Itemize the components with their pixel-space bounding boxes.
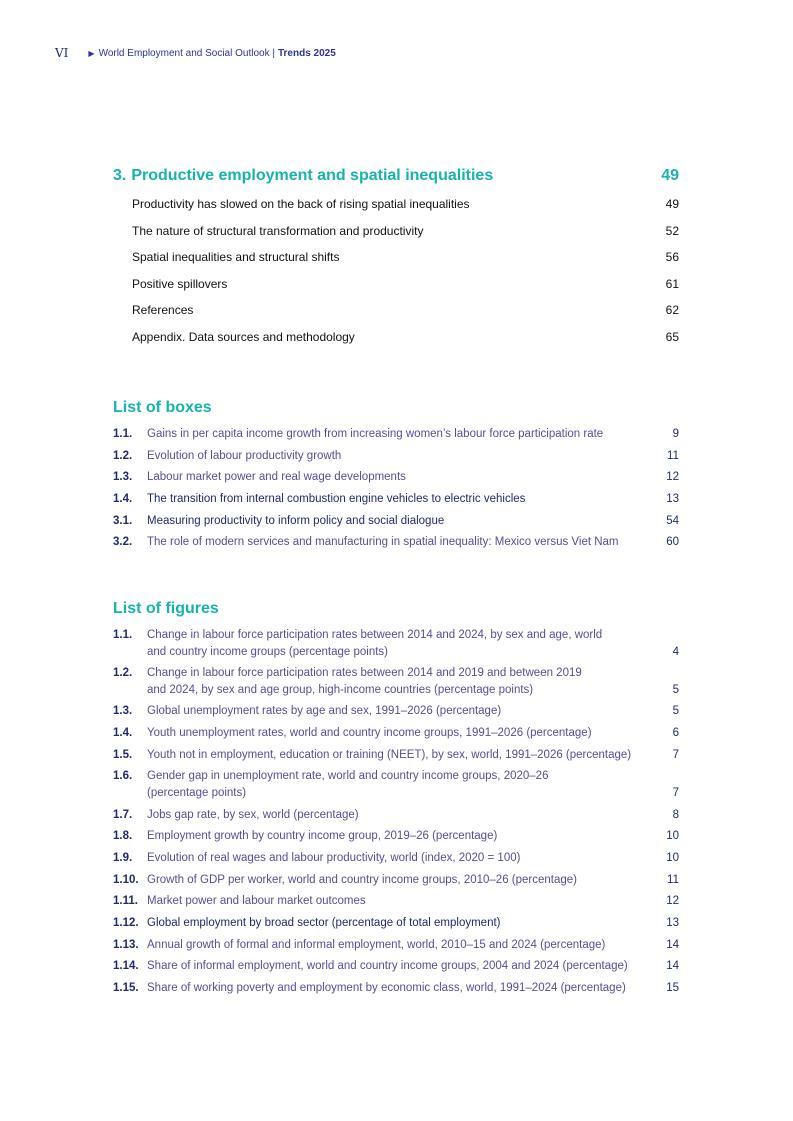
chapter-number: 3. (113, 167, 127, 184)
box-page: 54 (666, 514, 679, 527)
figure-page: 8 (672, 808, 679, 821)
section-title: Positive spillovers (132, 276, 228, 291)
spacer (577, 768, 645, 801)
figure-page: 13 (666, 917, 679, 930)
figure-list-item[interactable] (113, 725, 679, 742)
figure-title: Share of informal employment, world and country income groups, 2004 and 2024 (percentage) (147, 960, 628, 973)
running-header (55, 46, 336, 60)
figure-title: Share of working poverty and employment by economic class, world, 1991–2024 (percentage) (147, 982, 626, 995)
figure-list-item[interactable] (113, 747, 679, 764)
figure-title: Youth not in employment, education or training (NEET), by sex, world, 1991–2026 (percentage) (147, 748, 632, 761)
box-title: Gains in per capita income growth from increasing women’s labour force participation rate (147, 428, 604, 440)
section-title: References (132, 303, 194, 318)
figure-title: Global unemployment rates by age and sex, 1991–2026 (percentage) (147, 705, 502, 718)
figure-number: 1.1. (113, 629, 133, 641)
figure-title: Jobs gap rate, by sex, world (percentage) (147, 808, 359, 821)
figures-list (113, 627, 679, 1002)
box-title: The transition from internal combustion engine vehicles to electric vehicles (147, 493, 526, 506)
figure-number: 1.9. (113, 852, 133, 864)
box-number: 3.2. (113, 536, 133, 549)
box-page: 9 (672, 428, 679, 440)
figure-page: 14 (666, 938, 679, 951)
box-page: 13 (666, 493, 679, 506)
section-page: 62 (665, 303, 679, 318)
figure-list-item[interactable] (113, 893, 679, 910)
toc-section[interactable] (132, 249, 679, 265)
figure-title: Annual growth of formal and informal employment, world, 2010–15 and 2024 (percentage) (147, 938, 606, 951)
toc-section[interactable] (132, 302, 679, 318)
figure-page: 12 (666, 895, 679, 908)
figure-page: 4 (672, 645, 679, 658)
figure-page: 6 (672, 727, 679, 740)
figure-page: 5 (672, 705, 679, 718)
section-page: 65 (665, 329, 679, 344)
figure-list-item[interactable] (113, 665, 679, 698)
figure-list-item[interactable] (113, 937, 679, 954)
box-title: The role of modern services and manufacturing in spatial inequality: Mexico versus Viet Nam (147, 536, 619, 549)
box-page: 60 (666, 536, 679, 549)
section-page: 61 (665, 276, 679, 291)
box-list-item[interactable] (113, 513, 679, 530)
page-number: VI (55, 46, 69, 60)
spacer (622, 627, 645, 660)
box-list-item[interactable] (113, 448, 679, 465)
section-page: 56 (665, 250, 679, 265)
triangle-right-icon: ▶ (88, 48, 95, 58)
figure-number: 1.6. (113, 770, 133, 783)
figure-list-item[interactable] (113, 703, 679, 720)
section-page: 52 (665, 223, 679, 238)
figure-page: 11 (667, 873, 679, 886)
box-number: 1.3. (113, 471, 133, 484)
figure-number: 1.4. (113, 727, 133, 740)
toc-section[interactable] (132, 196, 679, 212)
figure-title: Change in labour force participation rates between 2014 and 2024, by sex and age, world and country income groups (percentage points) (147, 629, 603, 658)
box-title: Labour market power and real wage developments (147, 471, 406, 484)
spacer (602, 665, 645, 698)
figure-list-item[interactable] (113, 915, 679, 932)
figure-title: Evolution of real wages and labour productivity, world (index, 2020 = 100) (147, 852, 521, 864)
box-list-item[interactable] (113, 534, 679, 551)
figure-number: 1.14. (113, 960, 139, 973)
chapter-page: 49 (661, 167, 679, 184)
figure-title: Employment growth by country income group, 2019–26 (percentage) (147, 830, 498, 843)
figure-title: Global employment by broad sector (percentage of total employment) (147, 917, 501, 930)
figure-title: Youth unemployment rates, world and country income groups, 1991–2026 (percentage) (147, 727, 592, 740)
figure-number: 1.7. (113, 808, 133, 821)
box-title: Evolution of labour productivity growth (147, 449, 342, 462)
section-page: 49 (665, 197, 679, 211)
section-title: The nature of structural transformation and productivity (132, 223, 424, 238)
figure-list-item[interactable] (113, 958, 679, 975)
chapter-sections (132, 196, 679, 356)
section-title: Productivity has slowed on the back of rising spatial inequalities (132, 197, 470, 211)
figure-number: 1.13. (113, 938, 139, 951)
box-list-item[interactable] (113, 426, 679, 443)
figure-number: 1.11. (113, 895, 138, 908)
figure-page: 7 (672, 786, 679, 799)
figure-page: 10 (666, 830, 679, 843)
box-page: 12 (666, 471, 679, 484)
figure-page: 7 (672, 748, 679, 761)
figure-number: 1.8. (113, 830, 133, 843)
publication-title: World Employment and Social Outlook (98, 47, 270, 59)
section-title: Spatial inequalities and structural shifts (132, 250, 340, 265)
figure-list-item[interactable] (113, 850, 679, 867)
figure-page: 10 (666, 852, 679, 864)
toc-chapter-3[interactable] (113, 166, 679, 186)
figure-page: 14 (666, 960, 679, 973)
figure-list-item[interactable] (113, 768, 679, 801)
figure-title: Change in labour force participation rates between 2014 and 2019 and between 2019 and 2024, by sex and age group, high-income countries (percentage points) (147, 667, 582, 696)
toc-section[interactable] (132, 329, 679, 345)
chapter-title: Productive employment and spatial inequalities (131, 167, 494, 184)
figure-page: 15 (666, 982, 679, 995)
figure-list-item[interactable] (113, 828, 679, 845)
box-title: Measuring productivity to inform policy and social dialogue (147, 514, 445, 527)
box-number: 1.1. (113, 428, 133, 440)
header-separator: | (272, 47, 275, 59)
figure-title: Gender gap in unemployment rate, world and country income groups, 2020–26 (percentage points) (147, 770, 549, 799)
figure-page: 5 (672, 683, 679, 696)
box-number: 1.4. (113, 493, 133, 506)
figure-number: 1.15. (113, 982, 139, 995)
figure-list-item[interactable] (113, 627, 679, 660)
publication-subtitle: Trends 2025 (277, 47, 336, 59)
figure-title: Market power and labour market outcomes (147, 895, 366, 908)
figure-list-item[interactable] (113, 980, 679, 997)
section-title: Appendix. Data sources and methodology (132, 329, 355, 344)
box-number: 3.1. (113, 514, 133, 527)
figure-number: 1.12. (113, 917, 139, 930)
figure-title: Growth of GDP per worker, world and country income groups, 2010–26 (percentage) (147, 873, 577, 886)
figure-number: 1.3. (113, 705, 133, 718)
boxes-heading: List of boxes (113, 399, 212, 416)
figure-list-item[interactable] (113, 872, 679, 889)
toc-section[interactable] (132, 276, 679, 292)
figure-list-item[interactable] (113, 807, 679, 824)
toc-section[interactable] (132, 223, 679, 239)
figure-number: 1.5. (113, 748, 133, 761)
figure-number: 1.2. (113, 667, 133, 680)
figures-heading: List of figures (113, 600, 219, 617)
figure-number: 1.10. (113, 873, 139, 886)
box-list-item[interactable] (113, 491, 679, 508)
box-list-item[interactable] (113, 469, 679, 486)
boxes-list (113, 426, 679, 556)
box-number: 1.2. (113, 449, 133, 462)
box-page: 11 (667, 449, 679, 462)
